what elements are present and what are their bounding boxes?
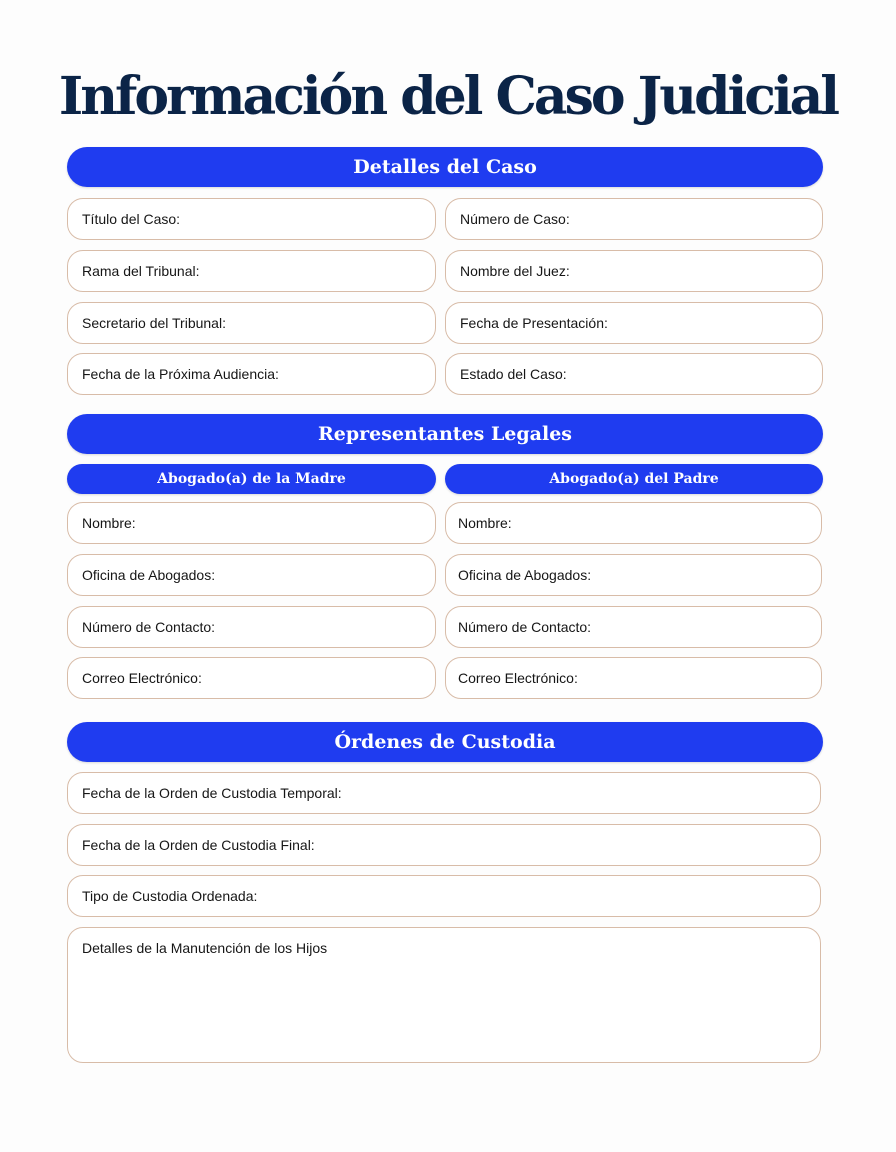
father-attorney-office-field[interactable]: Oficina de Abogados: <box>445 554 822 596</box>
mother-attorney-office-field[interactable]: Oficina de Abogados: <box>67 554 436 596</box>
filing-date-field[interactable]: Fecha de Presentación: <box>445 302 823 344</box>
father-attorney-email-field[interactable]: Correo Electrónico: <box>445 657 822 699</box>
legal-reps-header: Representantes Legales <box>67 414 823 454</box>
mother-attorney-email-field[interactable]: Correo Electrónico: <box>67 657 436 699</box>
next-hearing-date-field[interactable]: Fecha de la Próxima Audiencia: <box>67 353 436 395</box>
mother-attorney-phone-field[interactable]: Número de Contacto: <box>67 606 436 648</box>
father-attorney-header: Abogado(a) del Padre <box>445 464 823 494</box>
case-number-field[interactable]: Número de Caso: <box>445 198 823 240</box>
father-attorney-phone-field[interactable]: Número de Contacto: <box>445 606 822 648</box>
mother-attorney-name-field[interactable]: Nombre: <box>67 502 436 544</box>
case-status-field[interactable]: Estado del Caso: <box>445 353 823 395</box>
temporary-custody-date-field[interactable]: Fecha de la Orden de Custodia Temporal: <box>67 772 821 814</box>
custody-type-field[interactable]: Tipo de Custodia Ordenada: <box>67 875 821 917</box>
final-custody-date-field[interactable]: Fecha de la Orden de Custodia Final: <box>67 824 821 866</box>
court-branch-field[interactable]: Rama del Tribunal: <box>67 250 436 292</box>
page-title: Información del Caso Judicial <box>58 66 838 127</box>
court-clerk-field[interactable]: Secretario del Tribunal: <box>67 302 436 344</box>
child-support-details-field[interactable]: Detalles de la Manutención de los Hijos <box>67 927 821 1063</box>
case-title-field[interactable]: Título del Caso: <box>67 198 436 240</box>
case-details-header: Detalles del Caso <box>67 147 823 187</box>
mother-attorney-header: Abogado(a) de la Madre <box>67 464 436 494</box>
custody-orders-header: Órdenes de Custodia <box>67 722 823 762</box>
father-attorney-name-field[interactable]: Nombre: <box>445 502 822 544</box>
judge-name-field[interactable]: Nombre del Juez: <box>445 250 823 292</box>
